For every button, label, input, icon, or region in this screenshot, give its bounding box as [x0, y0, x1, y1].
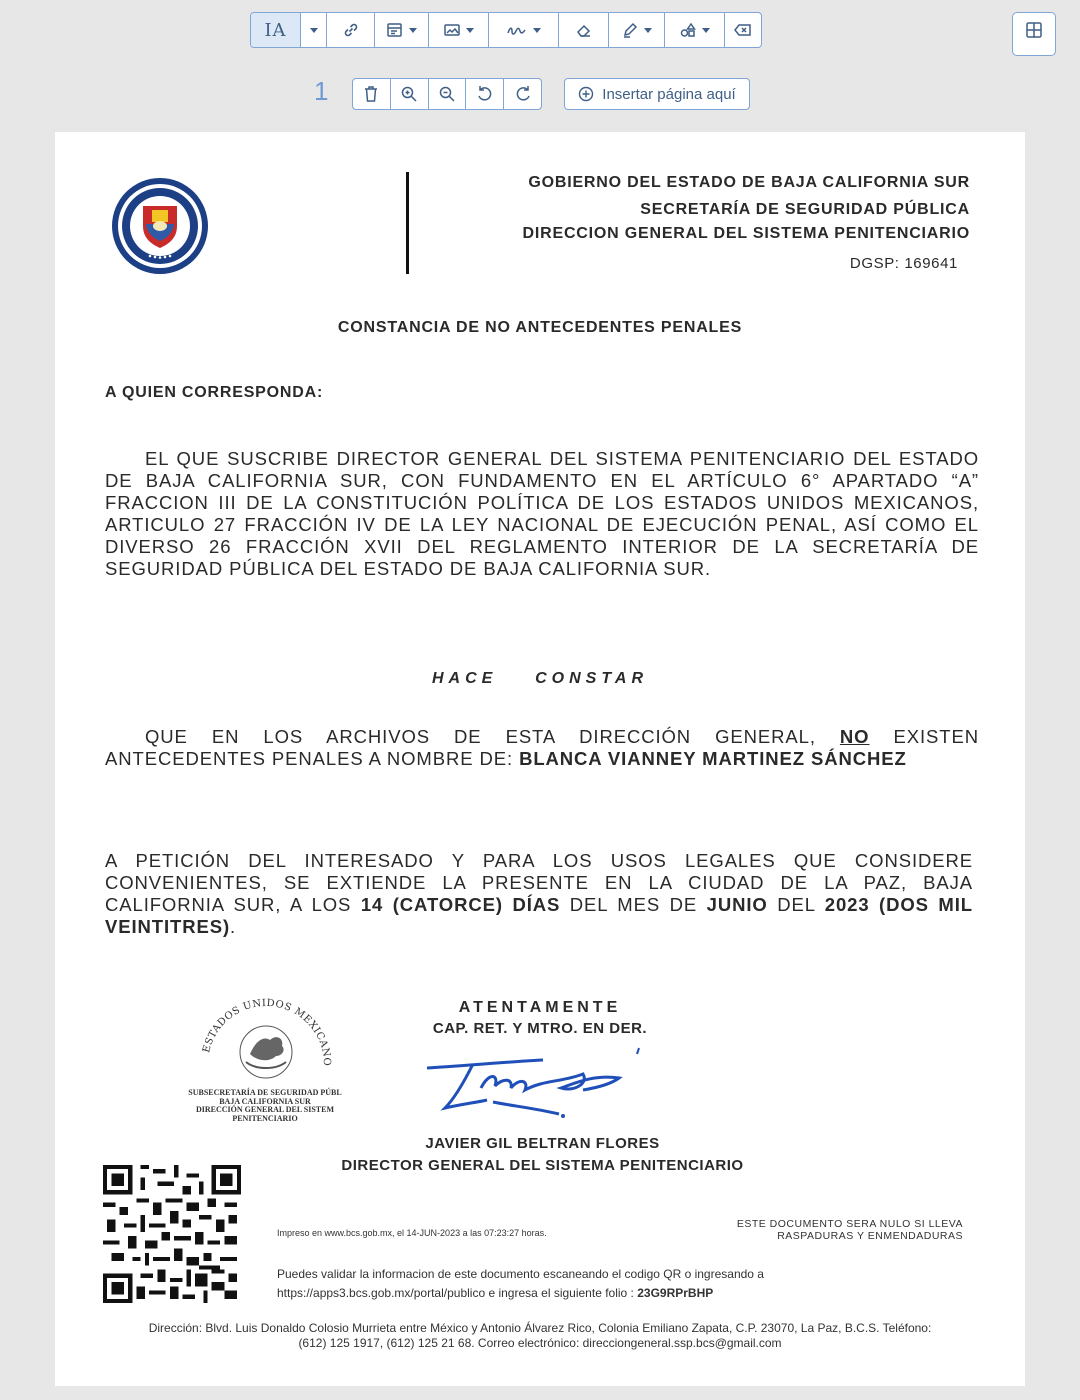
petition-month: JUNIO	[706, 894, 768, 915]
shapes-tool-button[interactable]	[665, 13, 725, 47]
chevron-down-icon	[409, 28, 417, 33]
stamp-line-3: DIRECCIÓN GENERAL DEL SISTEM	[195, 1105, 335, 1114]
stamp-arc-text: ESTADOS UNIDOS MEXICANO	[201, 997, 333, 1067]
petition-text-2: DEL MES DE	[560, 894, 707, 915]
grid-view-button[interactable]	[1012, 12, 1056, 56]
pen-icon	[621, 21, 639, 39]
image-tool-button[interactable]	[429, 13, 489, 47]
stamp-line-4: PENITENCIARIO	[232, 1113, 298, 1123]
petition-text-3: DEL	[767, 894, 825, 915]
insert-page-label: Insertar página aquí	[602, 85, 736, 103]
qr-code	[103, 1164, 241, 1304]
signer-name: JAVIER GIL BELTRAN FLORES	[425, 1135, 660, 1152]
zoom-out-icon	[438, 85, 456, 103]
official-stamp	[180, 994, 350, 1124]
delete-tool-button[interactable]	[725, 13, 761, 47]
document-title: CONSTANCIA DE NO ANTECEDENTES PENALES	[337, 319, 743, 336]
salutation: A QUIEN CORRESPONDA:	[105, 384, 324, 401]
header-folio: DGSP: 169641	[849, 255, 958, 272]
shapes-icon	[679, 21, 697, 39]
petition-text-4: .	[230, 916, 237, 937]
highlight-tool-button[interactable]	[609, 13, 665, 47]
rotate-left-button[interactable]	[466, 79, 504, 109]
page-number: 1	[314, 76, 329, 106]
zoom-out-button[interactable]	[429, 79, 467, 109]
address-footer	[55, 1321, 1025, 1351]
validation-line1: Puedes validar la informacion de este documento escaneando el codigo QR o ingresando a	[277, 1267, 764, 1281]
rotate-left-icon	[476, 85, 494, 103]
signer-title: DIRECTOR GENERAL DEL SISTEMA PENITENCIARIO	[341, 1157, 744, 1174]
nullity-warning-line1: ESTE DOCUMENTO SERA NULO SI LLEVA	[736, 1218, 963, 1230]
signer-rank: CAP. RET. Y MTRO. EN DER.	[432, 1020, 648, 1037]
signature-tool-button[interactable]	[489, 13, 559, 47]
eraser-icon	[575, 22, 593, 38]
paragraph-legal-basis: EL QUE SUSCRIBE DIRECTOR GENERAL DEL SISTEMA PENITENCIARIO DEL ESTADO DE BAJA CALIFORNIA SUR, CON FUNDAMENTO EN EL ARTÍCULO 6° APARTADO “A” FRACCION III DE LA CONSTITUCIÓN POLÍTICA DE LOS ESTADOS UNIDOS MEXICANOS, ARTICULO 27 FRACCIÓN IV DE LA LEY NACIONAL DE EJECUCIÓN PENAL, ASÍ COMO EL DIVERSO 26 FRACCIÓN XVII DEL REGLAMENTO INTERIOR DE LA SECRETARÍA DE SEGURIDAD PÚBLICA DEL ESTADO DE BAJA CALIFORNIA SUR.	[105, 448, 979, 579]
statement-text-2: EXISTEN ANTECEDENTES PENALES A NOMBRE DE:	[105, 726, 979, 769]
zoom-in-icon	[400, 85, 418, 103]
delete-page-button[interactable]	[353, 79, 391, 109]
handwritten-signature	[423, 1044, 653, 1126]
petition-year: 2023 (DOS MIL VEINTITRES)	[105, 894, 973, 937]
eagle-seal-icon	[180, 994, 350, 1084]
eraser-tool-button[interactable]	[559, 13, 609, 47]
text-tool-label: IA	[264, 19, 287, 41]
text-tool-dropdown[interactable]	[301, 13, 327, 47]
petition-day: 14 (CATORCE) DÍAS	[360, 894, 561, 915]
rotate-right-button[interactable]	[504, 79, 541, 109]
stamp-line-2: BAJA CALIFORNIA SUR	[219, 1096, 311, 1106]
document-page	[55, 132, 1025, 1386]
zoom-in-button[interactable]	[391, 79, 429, 109]
backspace-icon	[733, 23, 753, 37]
validation-line2: https://apps3.bcs.gob.mx/portal/publico e ingresa el siguiente folio :	[277, 1286, 638, 1300]
closing-atentamente: ATENTAMENTE	[458, 999, 622, 1016]
printed-timestamp: Impreso en www.bcs.gob.mx, el 14-JUN-2023 a las 07:23:27 horas.	[277, 1228, 547, 1238]
chevron-down-icon	[466, 28, 474, 33]
trash-icon	[363, 85, 379, 103]
header-direction: DIRECCION GENERAL DEL SISTEMA PENITENCIARIO	[522, 225, 970, 242]
paragraph-statement	[105, 726, 979, 770]
link-icon	[342, 21, 360, 39]
form-tool-button[interactable]	[375, 13, 429, 47]
insert-page-button[interactable]	[564, 78, 750, 110]
form-field-icon	[386, 22, 404, 38]
signature-icon	[506, 23, 528, 37]
nullity-warning	[737, 1218, 963, 1242]
address-line1: Dirección: Blvd. Luis Donaldo Colosio Murrieta entre México y Antonio Álvarez Rico, Colonia Emiliano Zapata, C.P. 23070, La Paz, B.C.S. Teléfono:	[148, 1321, 932, 1335]
annotation-toolbar	[250, 12, 762, 48]
rotate-right-icon	[514, 85, 532, 103]
chevron-down-icon	[533, 28, 541, 33]
nullity-warning-line2: RASPADURAS Y ENMENDADURAS	[777, 1230, 963, 1242]
header-secretariat: SECRETARÍA DE SEGURIDAD PÚBLICA	[640, 201, 970, 218]
statement-no: NO	[839, 726, 870, 747]
header-divider	[406, 172, 409, 274]
image-icon	[443, 22, 461, 38]
chevron-down-icon	[310, 28, 318, 33]
person-name: BLANCA VIANNEY MARTINEZ SÁNCHEZ	[519, 748, 907, 769]
paragraph-petition	[105, 850, 973, 938]
grid-icon	[1025, 21, 1043, 39]
chevron-down-icon	[702, 28, 710, 33]
page-tools	[352, 78, 542, 110]
hace-constar-heading: HACE CONSTAR	[431, 670, 649, 687]
petition-text-1: A PETICIÓN DEL INTERESADO Y PARA LOS USOS LEGALES QUE CONSIDERE CONVENIENTES, SE EXTIENDE LA PRESENTE EN LA CIUDAD DE LA PAZ, BAJA CALIFORNIA SUR, A LOS	[105, 850, 973, 915]
chevron-down-icon	[644, 28, 652, 33]
validation-instructions	[277, 1265, 764, 1303]
validation-folio: 23G9RPrBHP	[637, 1286, 714, 1300]
address-line2: (612) 125 1917, (612) 125 21 68. Correo electrónico: direcciongeneral.ssp.bcs@gmail.com	[298, 1336, 782, 1350]
text-tool-button[interactable]	[251, 13, 301, 47]
state-seal-logo	[110, 176, 210, 276]
statement-text-1: QUE EN LOS ARCHIVOS DE ESTA DIRECCIÓN GENERAL,	[145, 726, 840, 747]
stamp-line-1: SUBSECRETARÍA DE SEGURIDAD PÚBL	[188, 1088, 342, 1097]
link-tool-button[interactable]	[327, 13, 375, 47]
plus-circle-icon	[578, 86, 594, 102]
header-government: GOBIERNO DEL ESTADO DE BAJA CALIFORNIA SUR	[528, 174, 970, 191]
